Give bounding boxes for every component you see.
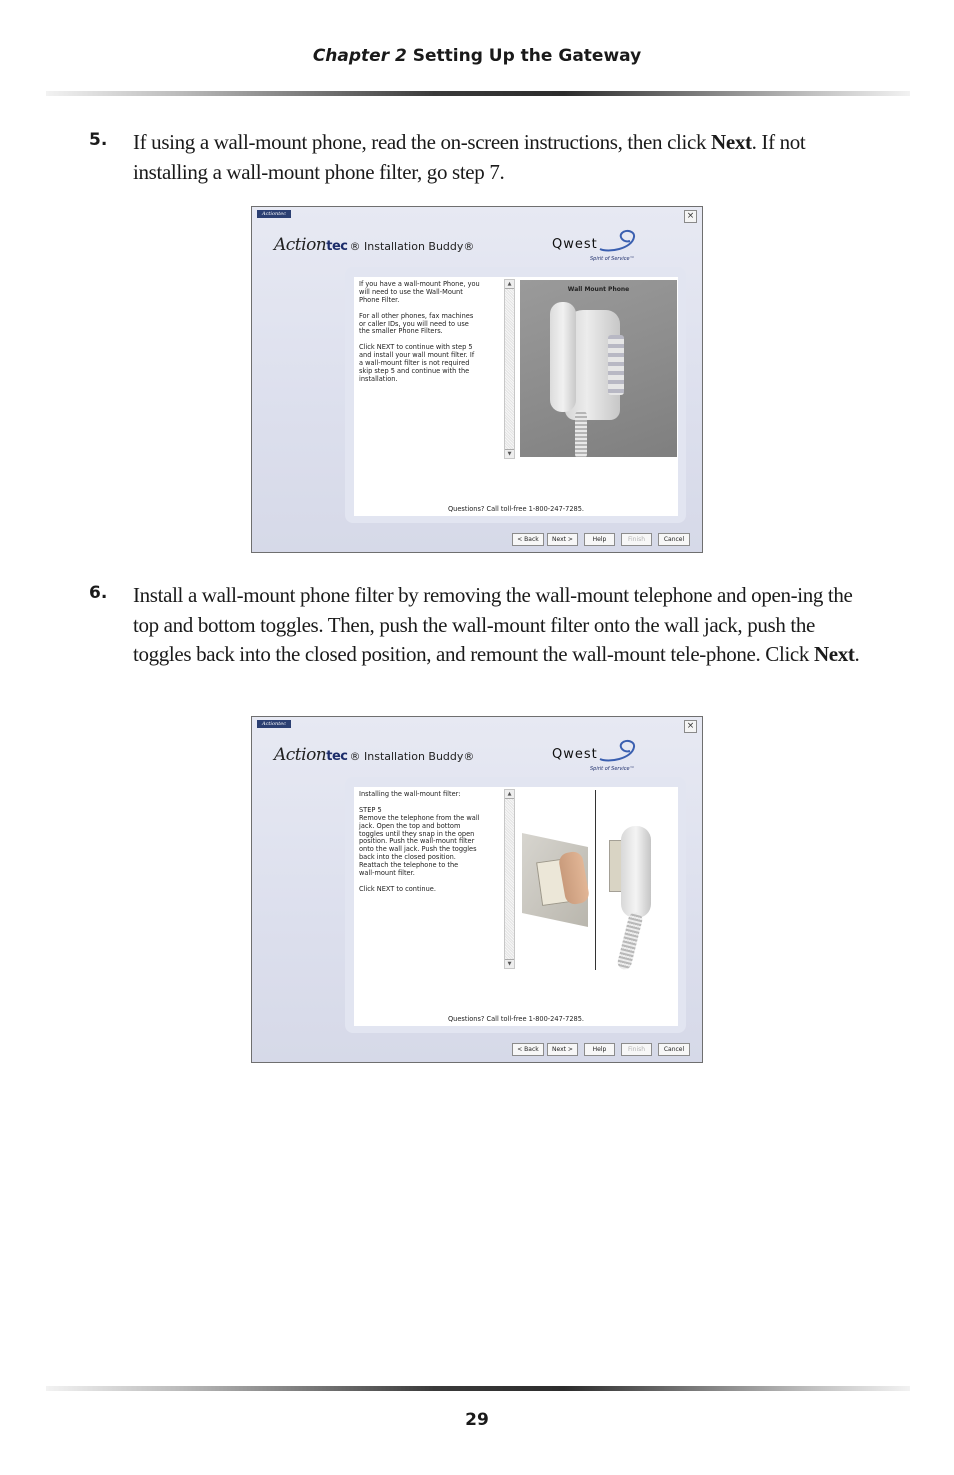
footer-rule <box>46 1386 910 1391</box>
cancel-button[interactable]: Cancel <box>658 533 690 546</box>
content-area <box>354 277 678 516</box>
qwest-logo: Qwest Spirit of Service™ <box>552 235 662 265</box>
next-emphasis: Next <box>813 642 855 666</box>
cancel-button[interactable]: Cancel <box>658 1043 690 1056</box>
brand-header <box>274 235 474 255</box>
scroll-down-icon[interactable]: ▼ <box>505 959 514 968</box>
next-button[interactable]: Next > <box>547 1043 578 1056</box>
scroll-down-icon[interactable]: ▼ <box>505 449 514 458</box>
step-text: Install a wall-mount phone filter by removing the wall-mount telephone and open-ing the top and bottom toggles. Then, push the wall-mount filter onto the wall jack, push the toggles back into the closed position, and remount the wall-mount tele-phone. Click Next. <box>133 583 860 666</box>
installer-screenshot-1 <box>251 206 703 553</box>
close-icon[interactable]: × <box>684 720 697 733</box>
help-button[interactable]: Help <box>584 1043 615 1056</box>
content-panel <box>345 777 686 1033</box>
chapter-label: Chapter 2 <box>312 46 407 66</box>
product-name: ® Installation Buddy® <box>349 750 475 763</box>
close-icon[interactable]: × <box>684 210 697 223</box>
back-button[interactable]: < Back <box>512 533 544 546</box>
back-button[interactable]: < Back <box>512 1043 544 1056</box>
titlebar-logo: Actiontec <box>257 210 291 218</box>
scrollbar[interactable] <box>504 279 515 459</box>
scroll-up-icon[interactable]: ▲ <box>505 790 514 799</box>
chapter-title: Setting Up the Gateway <box>412 46 642 66</box>
brand-header <box>274 745 474 765</box>
scroll-up-icon[interactable]: ▲ <box>505 280 514 289</box>
step-number: 5. <box>89 130 108 150</box>
qwest-swoosh-icon <box>594 229 640 253</box>
header-rule <box>46 91 910 96</box>
actiontec-logo: Actiontec <box>274 235 348 255</box>
support-phone-text: Questions? Call toll-free 1-800-247-7285. <box>447 1015 585 1023</box>
titlebar-logo: Actiontec <box>257 720 291 728</box>
scrollbar[interactable] <box>504 789 515 969</box>
qwest-logo: Qwest Spirit of Service™ <box>552 745 662 775</box>
support-phone-text: Questions? Call toll-free 1-800-247-7285. <box>447 505 585 513</box>
finish-button[interactable]: Finish <box>621 533 652 546</box>
instructions-text: Installing the wall-mount filter: STEP 5 Remove the telephone from the wall jack. Open the top and bottom toggles until they snap in the open position. Push the wall-mount filter onto the wall jack. Push the toggles back into the closed position. Reattach the telephone to the wall-mount filter. Click NEXT to continue. <box>359 790 480 893</box>
wall-mount-phone-image <box>520 280 677 457</box>
instructions-text: If you have a wall-mount Phone, you will need to use the Wall-Mount Phone Filter. For all other phones, fax machines or caller IDs, you will need to use the smaller Phone Filters. Click NEXT to continue with step 5 and install your wall mount filter. If a wall-mount filter is not required skip step 5 and continue with the installation. <box>359 280 480 383</box>
page-number: 29 <box>465 1410 489 1430</box>
next-emphasis: Next <box>711 130 752 154</box>
help-button[interactable]: Help <box>584 533 615 546</box>
finish-button[interactable]: Finish <box>621 1043 652 1056</box>
next-button[interactable]: Next > <box>547 533 578 546</box>
product-name: ® Installation Buddy® <box>349 240 475 253</box>
content-area <box>354 787 678 1026</box>
running-head <box>0 46 954 66</box>
image-caption: Wall Mount Phone <box>567 286 630 293</box>
qwest-swoosh-icon <box>594 739 640 763</box>
step-number: 6. <box>89 583 108 603</box>
filter-installation-image <box>517 790 677 972</box>
installer-screenshot-2 <box>251 716 703 1063</box>
content-panel <box>345 267 686 523</box>
actiontec-logo: Actiontec <box>274 745 348 765</box>
step-text: If using a wall-mount phone, read the on-screen instructions, then click Next. If not installing a wall-mount phone filter, go step 7. <box>133 130 806 184</box>
